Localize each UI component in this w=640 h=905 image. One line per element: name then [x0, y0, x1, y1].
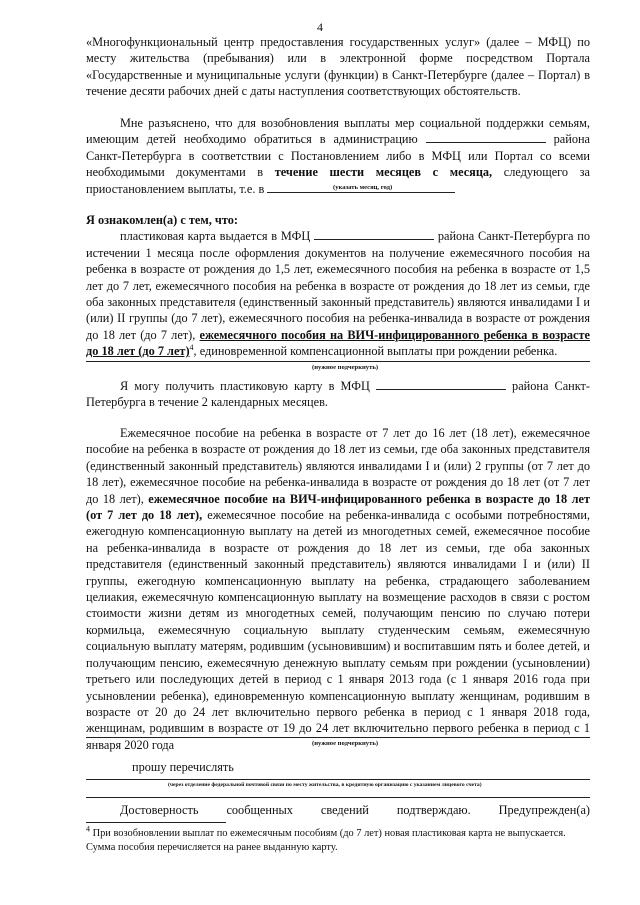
- paragraph-text: , единовременной компенсационной выплаты при рождении ребенка.: [193, 344, 558, 359]
- paragraph-card-pickup: [86, 378, 590, 411]
- caption-underline: (нужное подчеркнуть): [312, 364, 379, 371]
- footnote-marker: 4: [86, 824, 90, 834]
- paragraph-mfc-portal: [86, 34, 590, 100]
- bold-text: течение шести месяцев с месяца,: [274, 165, 493, 180]
- paragraph-text: пластиковая карта выдается в МФЦ: [120, 229, 311, 244]
- caption-underline: (нужное подчеркнуть): [312, 740, 379, 747]
- blank-mfc-card[interactable]: [376, 378, 506, 390]
- blank-mfc-district[interactable]: [314, 228, 434, 240]
- paragraph-acknowledged: [86, 212, 590, 360]
- page-number: 4: [317, 20, 323, 34]
- bold-text: ежемесячного пособия на ВИЧ-инфицированного ребенка в возрасте до 18 лет (до 7 лет): [86, 327, 591, 359]
- paragraph-text: Мне разъяснено, что для возобновления выплаты мер социальной поддержки семьям, имеющим детей необходимо обратиться в администрацию: [86, 116, 590, 147]
- paragraph-text: ежемесячное пособие на ребенка-инвалида с особыми потребностями, ежегодную компенсационную выплату на детей из многодетных семей, ежемесячное пособие на ребенка-инвалида в возрасте от рождения до 18 лет из семьи, где оба законных представителя (единственный законный представитель) являются инвалидами I и (или) II группы, ежегодную компенсационную выплату на ребенка, страдающего заболеванием целиакия, ежемесячную компенсационную выплату на возмещение расходов в связи с ростом стоимости жизни детям из многодетных семей, получающим пенсию по случаю потери кормильца, ежемесячную социальную выплату студенческим семьям, ежемесячную социальную выплату матерям, родившим (усыновившим) и воспитавшим пять и более детей, и получающим пенсию, ежемесячную денежную выплату семьям при рождении (усыновлении) третьего или последующих детей в период с 1 января 2013 года (с 1 января 2016 года при усыновлении ребенка), единовременную компенсационную выплату женщинам, родившим в возрасте от 20 до 24 лет включительно первого ребенка в период с 1 января 2018 года, женщинам, родившим в возрасте от 19 до 24 лет включительно первого ребенка в период с 1 января 2020 года: [86, 508, 590, 752]
- caption-transfer: (через отделение федеральной почтовой связи по месту жительства, в кредитную организацию с указанием лицевого счета): [168, 782, 482, 788]
- caption-month-year: (указать месяц, год): [333, 184, 393, 191]
- paragraph-text: Я могу получить пластиковую карту в МФЦ: [120, 379, 370, 393]
- footnote-text: При возобновлении выплат по ежемесячным пособиям (до 7 лет) новая пластиковая карта не выпускается. Сумма пособия перечисляется на ранее выданную карту.: [86, 828, 566, 853]
- paragraph-text: Санкт-Петербурга по истечении 1 месяца после оформления документов на получение ежемесячного пособия на ребенка в возрасте от рождения до 1,5 лет, ежемесячного пособия на ребенка в возрасте от 1,5 лет до 7 лет, ежемесячного пособия на ребенка в возрасте от рождения до 18 лет из семьи, где оба законных представителя (единственный законный представитель) являются инвалидами I и (или) II группы (до 7 лет), ежемесячного пособия на ребенка-инвалида в возрасте от рождения до 18 лет (до 7 лет),: [86, 229, 590, 342]
- paragraph-benefits-list: [86, 425, 590, 753]
- paragraph-text: района Санкт-Петербурга в соответствии с Постановлением либо в МФЦ или Портал со всеми необходимыми документами в: [86, 132, 591, 180]
- paragraph-text: района: [512, 379, 549, 393]
- blank-administration[interactable]: [426, 131, 546, 143]
- transfer-line[interactable]: [86, 779, 590, 780]
- acknowledged-heading: Я ознакомлен(а) с тем, что:: [86, 213, 238, 227]
- underline-rule: [86, 361, 590, 362]
- confirmation-line: Достоверность сообщенных сведений подтверждаю. Предупрежден(а): [120, 803, 590, 817]
- bold-text: ежемесячное пособие на ВИЧ-инфицированного ребенка в возрасте до 18 лет (от 7 лет до 18 лет),: [86, 491, 590, 523]
- paragraph-text: «Многофункциональный центр предоставления государственных услуг» (далее – МФЦ) по месту жительства (пребывания) или в электронной форме посредством Портала «Государственные и муниципальные услуги (функции) в Санкт-Петербурге (далее – Портал) в течение десяти рабочих дней с даты наступления соответствующих обстоятельств.: [86, 35, 590, 99]
- transfer-line-second[interactable]: [86, 797, 590, 798]
- paragraph-text: следующего за приостановлением выплаты, т.е. в: [86, 165, 590, 196]
- footnote-separator: [86, 822, 226, 823]
- paragraph-text: Ежемесячное пособие на ребенка в возрасте от 7 лет до 16 лет (18 лет), ежемесячное пособие на ребенка в возрасте от рождения до 18 лет из семьи, где оба законных представителя (единственный законный представитель) являются инвалидами I и (или) 2 группы (от 7 лет до 18 лет), ежемесячное пособие на ребенка-инвалида в возрасте от рождения до 18 лет (от 7 лет до 18 лет),: [86, 426, 590, 506]
- footnote-marker: 4: [189, 343, 194, 353]
- underline-rule: [86, 737, 590, 738]
- footnote: [86, 824, 590, 855]
- transfer-label: прошу перечислять: [132, 760, 234, 774]
- paragraph-text: района: [437, 229, 475, 244]
- paragraph-text: Санкт-Петербурга в течение 2 календарных месяцев.: [86, 379, 591, 410]
